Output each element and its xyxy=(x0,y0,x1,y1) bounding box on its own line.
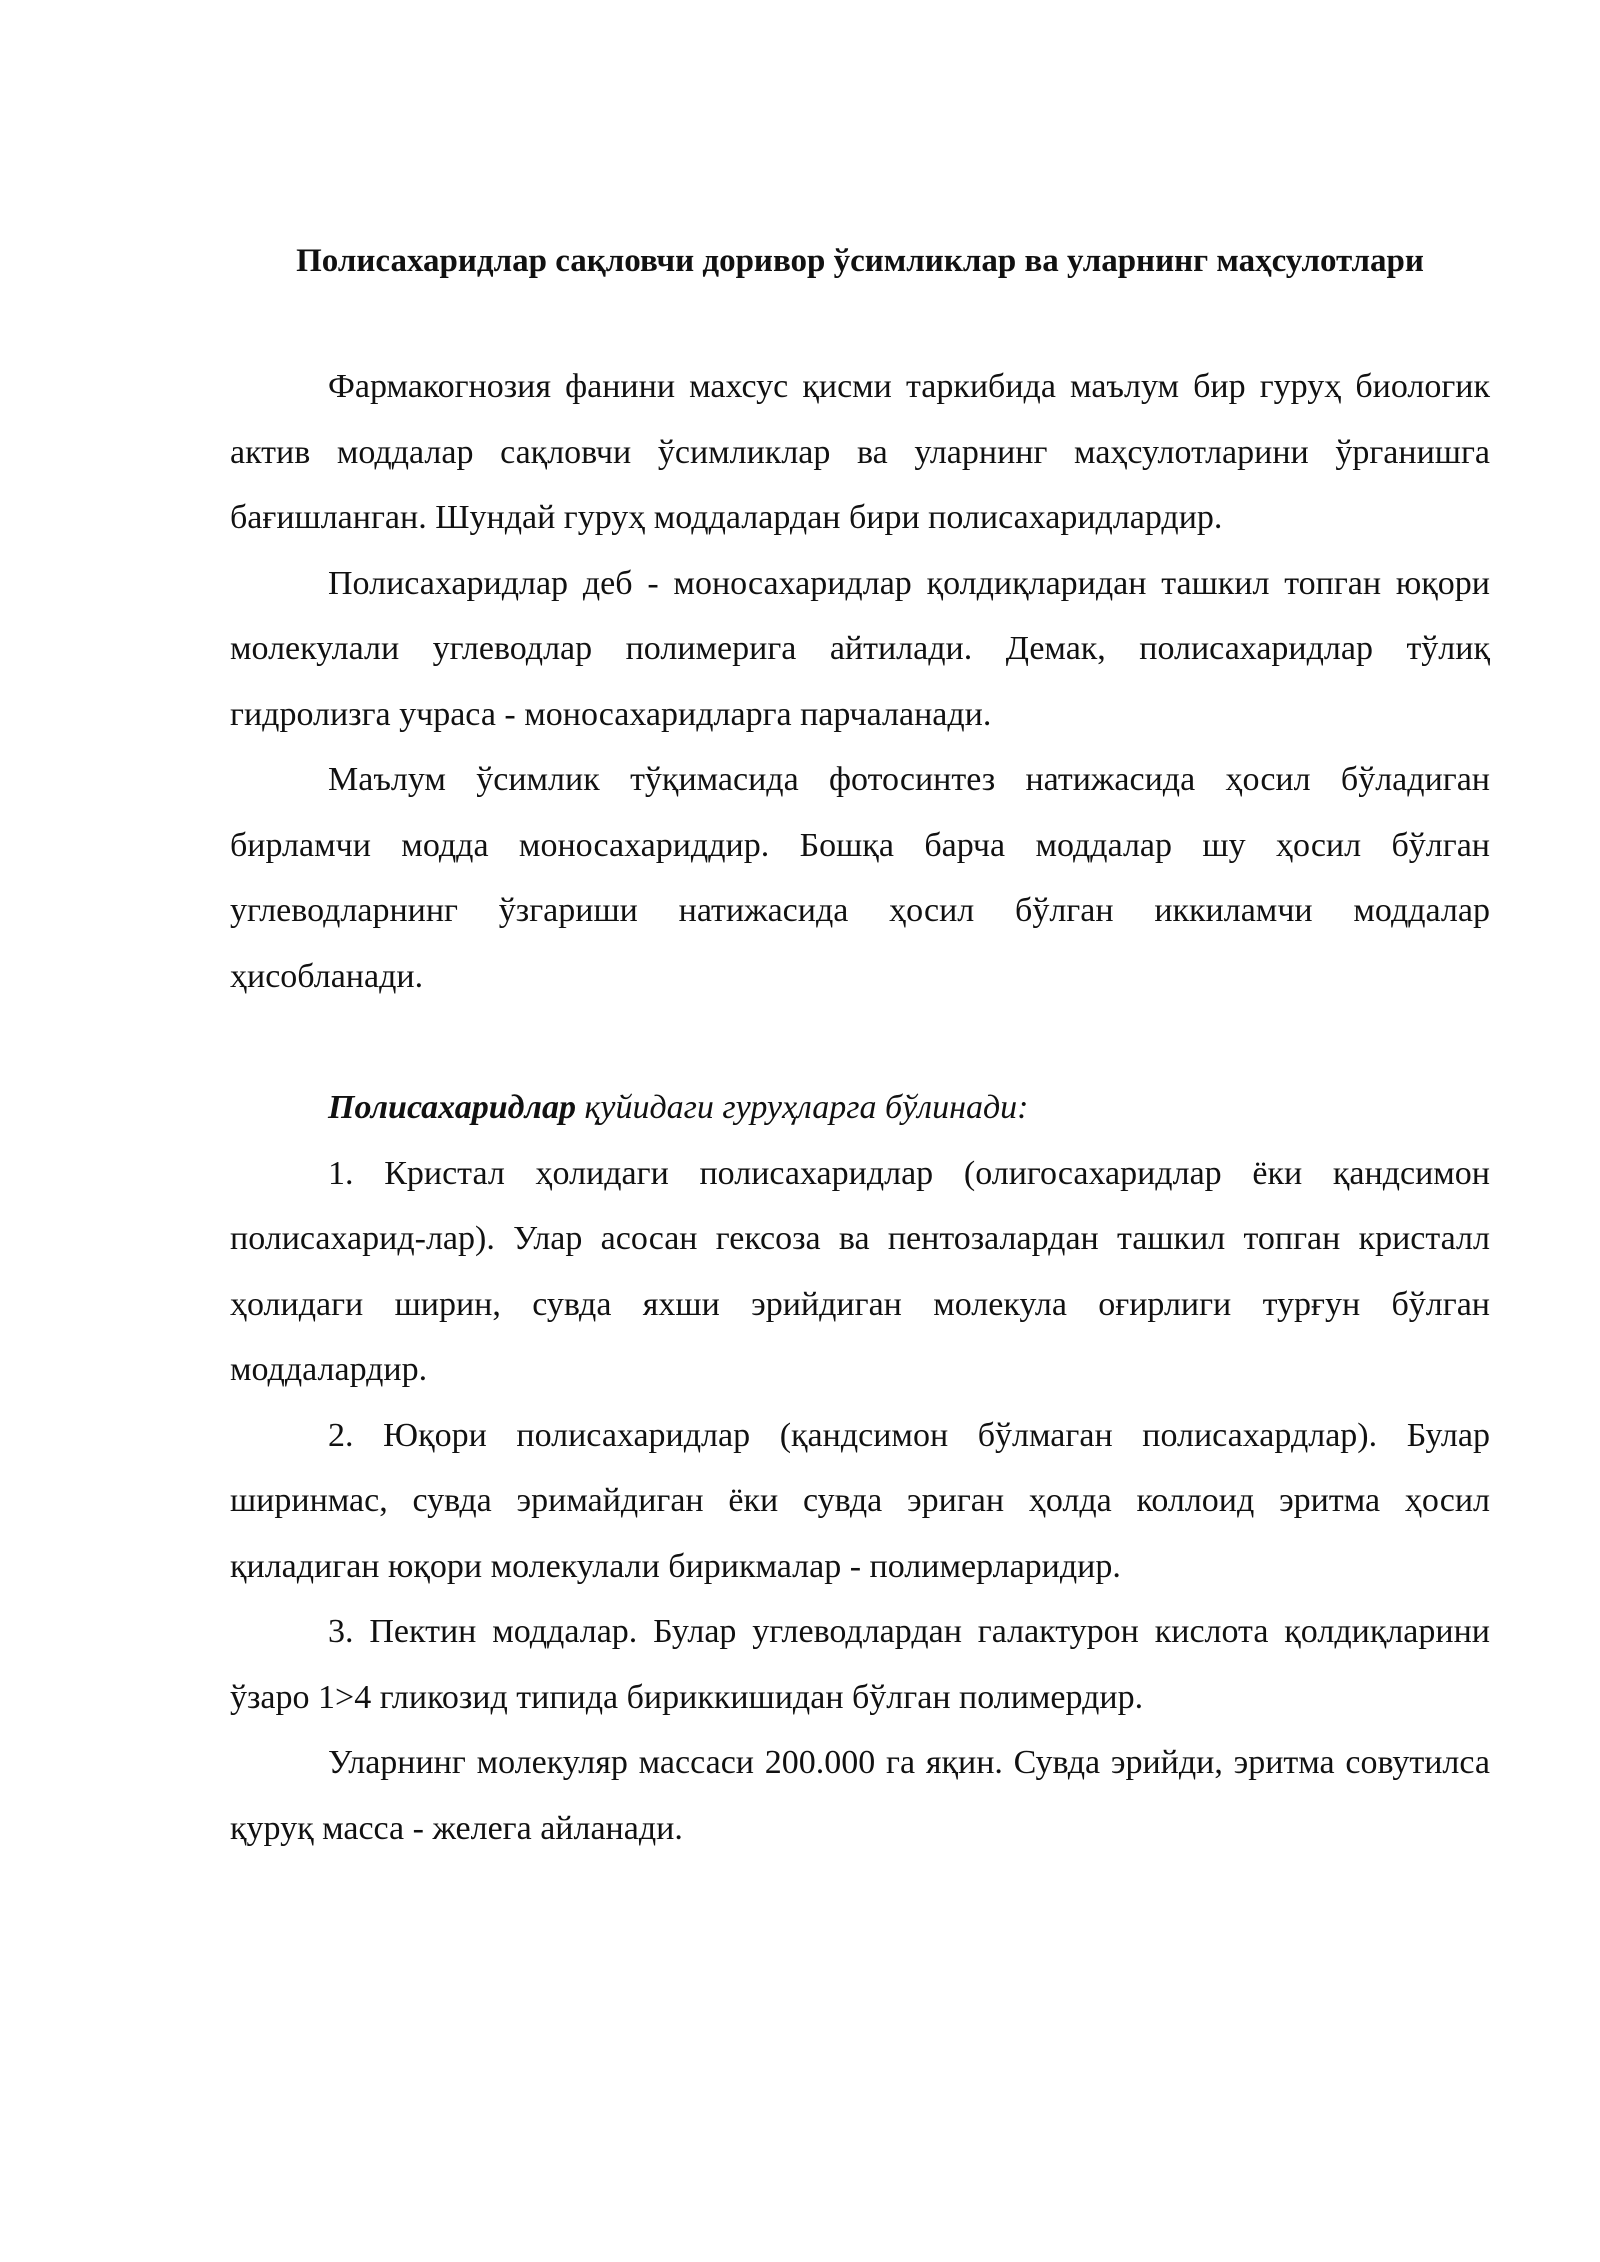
paragraph-definition: Полисахаридлар деб - моносахаридлар қолдиқларидан ташкил топган юқори молекулали углеводлар полимерига айтилади. Демак, полисахаридлар тўлиқ гидролизга учраса - моносахаридларга парчаланади. xyxy=(230,564,1490,733)
group-item-pectin: 3. Пектин моддалар. Булар углеводлардан галактурон кислота қолдиқларини ўзаро 1>4 гликозид типида бириккишидан бўлган полимердир. xyxy=(230,1613,1490,1716)
document-page xyxy=(230,228,1490,1861)
spacer xyxy=(230,294,1490,354)
spacer xyxy=(230,1009,1490,1075)
paragraph-molecular-mass: Уларнинг молекуляр массаси 200.000 га яқин. Сувда эрийди, эритма совутилса қуруқ масса - желега айланади. xyxy=(230,1744,1490,1847)
groups-heading xyxy=(230,1075,1490,1141)
group-item-crystal: 1. Кристал ҳолидаги полисахаридлар (олигосахаридлар ёки қандсимон полисахарид-лар). Улар асосан гексоза ва пентозалардан ташкил топган кристалл ҳолидаги ширин, сувда яхши эрийдиган молекула оғирлиги турғун бўлган моддалардир. xyxy=(230,1154,1490,1388)
group-item-high: 2. Юқори полисахаридлар (қандсимон бўлмаган полисахардлар). Булар ширинмас, сувда эримайдиган ёки сувда эриган ҳолда коллоид эритма ҳосил қиладиган юқори молекулали бирикмалар - полимерларидир. xyxy=(230,1416,1490,1585)
groups-heading-bold: Полисахаридлар xyxy=(328,1089,576,1126)
groups-heading-rest: қуйидаги гуруҳларга бўлинади: xyxy=(575,1089,1029,1126)
document-title: Полисахаридлар сақловчи доривор ўсимликлар ва уларнинг маҳсулотлари xyxy=(296,243,1424,279)
paragraph-intro: Фармакогнозия фанини махсус қисми таркибида маълум бир гуруҳ биологик актив моддалар сақловчи ўсимликлар ва уларнинг маҳсулотларини ўрганишга бағишланган. Шундай гуруҳ моддалардан бири полисахаридлардир. xyxy=(230,368,1490,536)
paragraph-photosynthesis: Маълум ўсимлик тўқимасида фотосинтез натижасида ҳосил бўладиган бирламчи модда моносахариддир. Бошқа барча моддалар шу ҳосил бўлган углеводларнинг ўзгариши натижасида ҳосил бўлган иккиламчи моддалар ҳисобланади. xyxy=(230,761,1490,995)
